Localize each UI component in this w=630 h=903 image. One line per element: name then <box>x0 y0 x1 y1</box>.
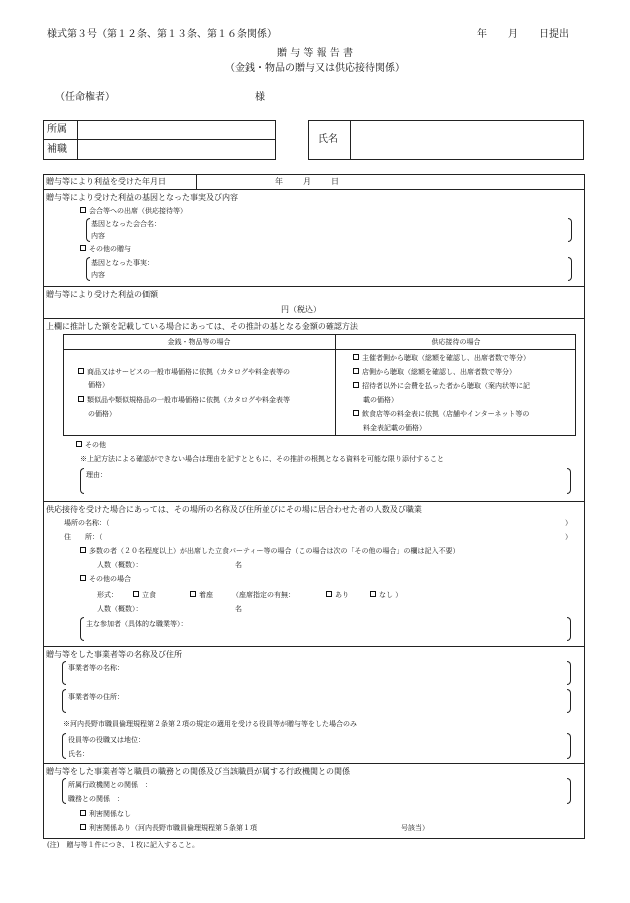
sec2-meeting-name-label: 基因となった会合名： <box>91 220 161 228</box>
checkbox-icon[interactable] <box>326 591 332 597</box>
business-name-label: 事業者等の名称： <box>68 664 124 672</box>
checkbox-icon[interactable] <box>80 575 86 581</box>
reason-label: 理由： <box>86 471 107 479</box>
checkbox-icon[interactable] <box>353 382 359 388</box>
agency-relation-label: 所属行政機関との関係 ： <box>68 781 152 789</box>
bracket-left <box>80 617 84 641</box>
footer-note: (注) 贈与等１件につき、１枚に記入すること。 <box>47 841 200 849</box>
sec4-title: 上欄に推計した額を記載している場合にあっては、その推計の基となる金額の確認方法 <box>46 322 358 331</box>
divider <box>335 334 336 436</box>
affiliation-label: 所属 <box>47 124 67 135</box>
goods-option-market[interactable]: 商品又はサービスの一般市場価格に依拠（カタログや料金表等の <box>78 369 290 376</box>
interest-option-none[interactable]: 利害関係なし <box>80 811 131 818</box>
hosp-option-organizer[interactable]: 主催者側から聴取（総額を確認し、出席者数で等分） <box>353 355 530 362</box>
position-field[interactable] <box>79 141 274 158</box>
name-field[interactable] <box>352 121 582 158</box>
form-number: 様式第３号（第１２条、第１３条、第１６条関係） <box>47 29 277 40</box>
date-month-label: 月 <box>508 29 518 40</box>
checkbox-icon[interactable] <box>353 368 359 374</box>
page-subtitle: （金銭・物品の贈与又は供応接待関係） <box>225 63 405 74</box>
checkbox-icon[interactable] <box>370 591 376 597</box>
bracket-left <box>62 778 66 804</box>
interest-option-tail: 号該当） <box>401 824 429 832</box>
sec3-title: 贈与等により受けた利益の価額 <box>46 290 158 299</box>
officer-note: ※河内長野市職員倫理規程第２条第２項の規定の適用を受ける役員等が贈与等をした場合のみ <box>63 720 357 728</box>
col-hospitality-header: 供応接待の場合 <box>431 338 481 346</box>
checkbox-icon[interactable] <box>190 591 196 597</box>
seat-assign-yes[interactable]: あり <box>326 592 349 599</box>
sec1-month: 月 <box>303 177 311 186</box>
business-address-label: 事業者等の住所： <box>68 693 124 701</box>
sec2-option-meeting[interactable]: 会合等への出席（供応接待等） <box>80 208 187 215</box>
date-day-label: 日提出 <box>539 29 569 40</box>
place-name-label: 場所の名称：（ <box>64 519 110 527</box>
sec2-meeting-content-label: 内容 <box>91 232 105 240</box>
bracket-left <box>62 661 66 685</box>
checkbox-icon[interactable] <box>353 354 359 360</box>
sec1-day: 日 <box>331 177 339 186</box>
bracket-right <box>567 661 571 685</box>
sec1-year: 年 <box>275 177 283 186</box>
checkbox-icon[interactable] <box>78 396 84 402</box>
hosp-option-shop[interactable]: 店側から聴取（総額を確認し、出席者数で等分） <box>353 369 516 376</box>
count-unit: 名 <box>235 605 242 613</box>
estimate-note: ※上記方法による確認ができない場合は理由を記すとともに、その推計の根拠となる資料を可能な限り添付すること <box>80 455 444 463</box>
bracket-left <box>62 689 66 713</box>
sec2-option-other[interactable]: その他の贈与 <box>80 246 131 253</box>
main-attendees-label: 主な参加者（具体的な職業等）： <box>86 620 188 628</box>
name-label: 氏名 <box>318 134 338 145</box>
bracket-left <box>80 468 84 494</box>
divider <box>63 349 576 350</box>
checkbox-icon[interactable] <box>80 547 86 553</box>
position-label: 補職 <box>47 144 67 155</box>
divider <box>43 763 585 764</box>
hosp-option-pricelist[interactable]: 飲食店等の料金表に依拠（店舗やインターネット等の <box>353 411 529 418</box>
bracket-right <box>568 218 572 242</box>
sec3-unit: 円（税込） <box>281 305 321 314</box>
format-label: 形式： <box>97 591 118 599</box>
duty-relation-label: 職務との関係 ： <box>68 795 124 803</box>
sec2-fact-content-label: 内容 <box>91 271 105 279</box>
sec6-title: 贈与等をした事業者等の名称及び住所 <box>46 650 182 659</box>
checkbox-icon[interactable] <box>80 810 86 816</box>
format-seated[interactable]: 着座 <box>190 592 213 599</box>
checkbox-icon[interactable] <box>76 441 82 447</box>
divider <box>43 646 585 647</box>
checkbox-icon[interactable] <box>80 824 86 830</box>
bracket-left <box>62 733 66 759</box>
count-label: 人数（概数）： <box>97 561 143 569</box>
divider <box>350 120 351 160</box>
bracket-left <box>86 257 90 281</box>
divider <box>196 174 197 189</box>
sec2-fact-label: 基因となった事実： <box>91 259 154 267</box>
estimate-option-other[interactable]: その他 <box>76 442 106 449</box>
seat-assign-label: （座席指定の有無： <box>232 591 295 599</box>
sec5-title: 供応接待を受けた場合にあっては、その場所の名称及び住所並びにその場に居合わせた者の人数及び職業 <box>46 505 422 514</box>
bracket-right <box>567 733 571 759</box>
checkbox-icon[interactable] <box>133 591 139 597</box>
seat-assign-no[interactable]: なし ） <box>370 592 402 599</box>
officer-name-label: 氏名： <box>68 750 89 758</box>
checkbox-icon[interactable] <box>353 410 359 416</box>
address-label: 住 所：（ <box>64 533 103 541</box>
affiliation-field[interactable] <box>79 121 274 138</box>
close-paren: ） <box>565 519 572 527</box>
party-option-other[interactable]: その他の場合 <box>80 576 131 583</box>
checkbox-icon[interactable] <box>78 368 84 374</box>
party-option-large[interactable]: 多数の者（２０名程度以上）が出席した立食パーティー等の場合（この場合は次の「その他の場合」の欄は記入不要） <box>80 548 459 555</box>
authority-label: （任命権者） <box>55 92 115 103</box>
hosp-option-pricelist-cont: 料金表記載の価格） <box>363 424 426 432</box>
sec1-label: 贈与等により利益を受けた年月日 <box>46 177 166 186</box>
close-paren: ） <box>565 533 572 541</box>
goods-option-similar[interactable]: 類似品や類似規格品の一般市場価格に依拠（カタログや料金表等 <box>78 397 290 404</box>
divider <box>43 501 585 502</box>
divider <box>43 286 585 287</box>
sec7-title: 贈与等をした事業者等と職員の職務との関係及び当該職員が属する行政機関との関係 <box>46 767 350 776</box>
bracket-left <box>86 218 90 242</box>
bracket-right <box>567 617 571 641</box>
checkbox-icon[interactable] <box>80 245 86 251</box>
bracket-right <box>568 257 572 281</box>
sama-label: 様 <box>255 92 265 103</box>
count-label: 人数（概数）： <box>97 605 143 613</box>
date-year-label: 年 <box>477 29 487 40</box>
goods-option-similar-cont: の価格） <box>88 410 116 418</box>
divider <box>77 120 78 160</box>
bracket-right <box>567 468 571 494</box>
col-goods-header: 金銭・物品等の場合 <box>167 338 231 346</box>
sec2-title: 贈与等により受けた利益の基因となった事実及び内容 <box>46 193 238 202</box>
page-title: 贈 与 等 報 告 書 <box>277 48 353 59</box>
bracket-right <box>567 778 571 804</box>
officer-position-label: 役員等の役職又は地位： <box>68 736 145 744</box>
goods-option-market-cont: 価格） <box>88 381 109 389</box>
format-standing[interactable]: 立食 <box>133 592 156 599</box>
checkbox-icon[interactable] <box>80 207 86 213</box>
bracket-right <box>567 689 571 713</box>
count-unit: 名 <box>235 561 242 569</box>
interest-option-exists[interactable]: 利害関係あり（河内長野市職員倫理規程第５条第１項 <box>80 825 257 832</box>
divider <box>43 318 585 319</box>
hosp-option-feepayer[interactable]: 招待者以外に会費を払った者から聴取（案内状等に記 <box>353 383 530 390</box>
divider <box>43 189 585 190</box>
hosp-option-feepayer-cont: 載の価格） <box>363 396 398 404</box>
